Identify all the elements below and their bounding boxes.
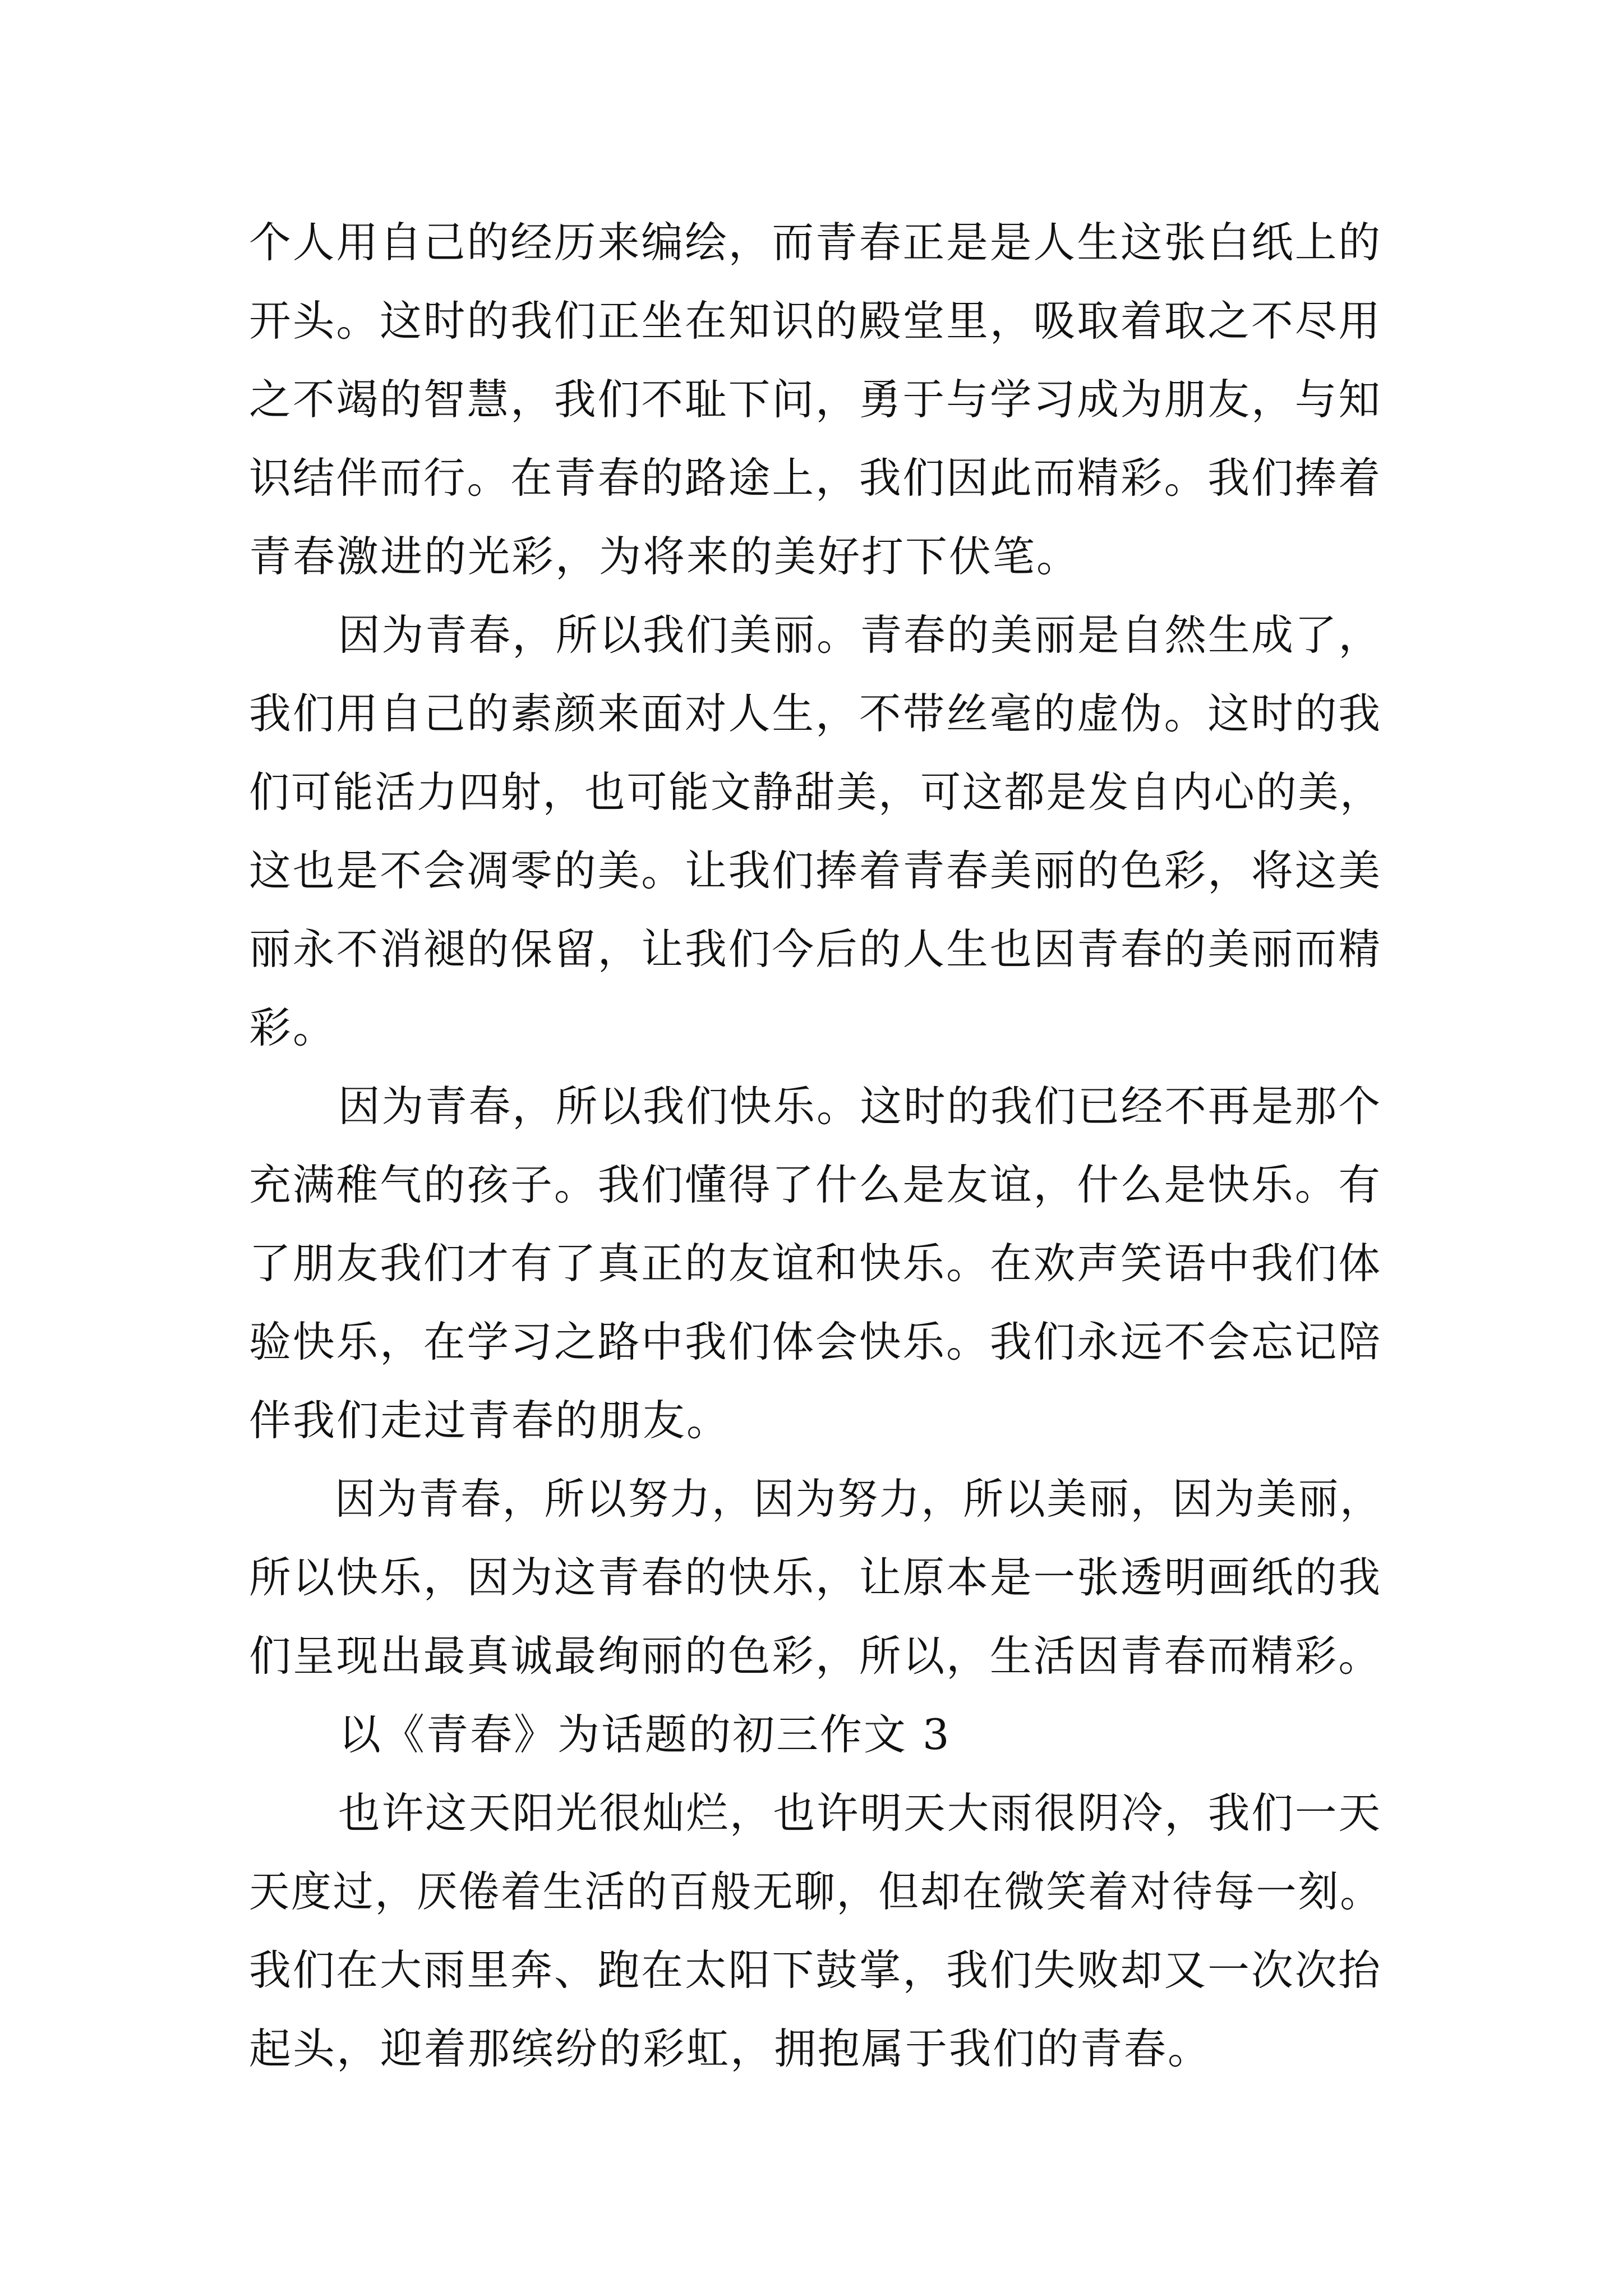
text-line: 彩。 bbox=[249, 1003, 337, 1052]
text-line: 验快乐，在学习之路中我们体会快乐。我们永远不会忘记陪 bbox=[249, 1317, 1382, 1366]
text-line: 了朋友我们才有了真正的友谊和快乐。在欢声笑语中我们体 bbox=[249, 1239, 1382, 1288]
text-line: 天度过，厌倦着生活的百般无聊，但却在微笑着对待每一刻。 bbox=[249, 1867, 1382, 1916]
text-line: 我们用自己的素颜来面对人生，不带丝毫的虚伪。这时的我 bbox=[249, 689, 1382, 738]
essay-body bbox=[249, 203, 1382, 2088]
paragraph-start-line: 因为青春，所以我们快乐。这时的我们已经不再是那个 bbox=[338, 1082, 1382, 1131]
paragraph-start-line: 因为青春，所以努力，因为努力，所以美丽，因为美丽， bbox=[335, 1474, 1382, 1524]
text-line: 我们在大雨里奔、跑在太阳下鼓掌，我们失败却又一次次抬 bbox=[249, 1945, 1382, 1995]
text-line: 所以快乐，因为这青春的快乐，让原本是一张透明画纸的我 bbox=[249, 1553, 1382, 1602]
text-line: 起头，迎着那缤纷的彩虹，拥抱属于我们的青春。 bbox=[249, 2024, 1212, 2073]
text-line: 识结伴而行。在青春的路途上，我们因此而精彩。我们捧着 bbox=[249, 453, 1382, 503]
text-line: 青春激进的光彩，为将来的美好打下伏笔。 bbox=[249, 532, 1081, 581]
text-line: 这也是不会凋零的美。让我们捧着青春美丽的色彩，将这美 bbox=[249, 846, 1382, 895]
text-line: 充满稚气的孩子。我们懂得了什么是友谊，什么是快乐。有 bbox=[249, 1160, 1382, 1209]
section-heading: 以《青春》为话题的初三作文 3 bbox=[339, 1710, 951, 1759]
paragraph-start-line: 因为青春，所以我们美丽。青春的美丽是自然生成了， bbox=[338, 610, 1382, 660]
text-line: 们呈现出最真诚最绚丽的色彩，所以，生活因青春而精彩。 bbox=[249, 1631, 1382, 1681]
text-line: 之不竭的智慧，我们不耻下问，勇于与学习成为朋友，与知 bbox=[249, 375, 1382, 424]
text-line: 丽永不消褪的保留，让我们今后的人生也因青春的美丽而精 bbox=[249, 924, 1382, 974]
text-line: 个人用自己的经历来编绘，而青春正是是人生这张白纸上的 bbox=[249, 218, 1382, 267]
text-line: 开头。这时的我们正坐在知识的殿堂里，吸取着取之不尽用 bbox=[249, 296, 1382, 346]
paragraph-start-line: 也许这天阳光很灿烂，也许明天大雨很阴冷，我们一天 bbox=[338, 1788, 1382, 1838]
text-line: 伴我们走过青春的朋友。 bbox=[249, 1396, 731, 1445]
text-line: 们可能活力四射，也可能文静甜美，可这都是发自内心的美， bbox=[249, 767, 1382, 817]
